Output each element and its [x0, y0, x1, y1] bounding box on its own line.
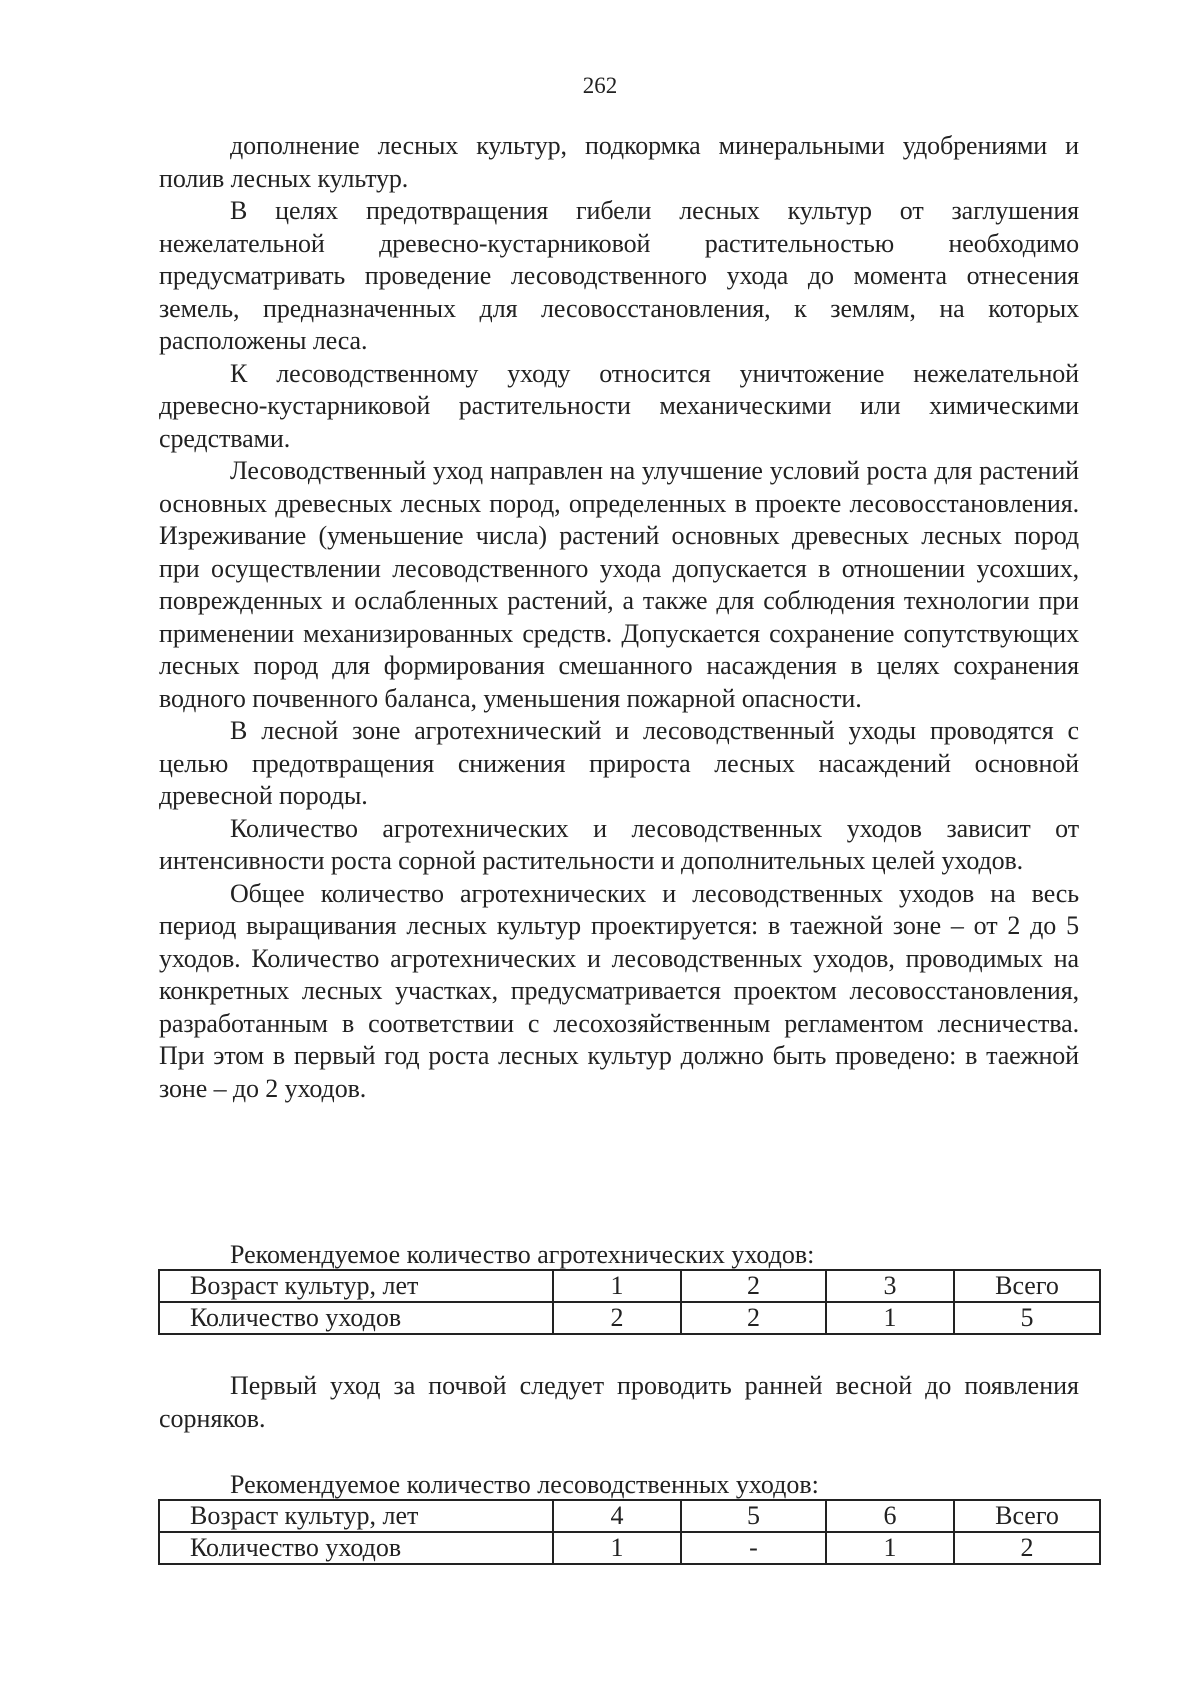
body-text [159, 130, 1079, 1105]
paragraph: В лесной зоне агротехнический и лесоводственный уходы проводятся с целью предотвращения снижения прироста лесных насаждений основной древесной породы. [159, 716, 1079, 810]
table-cell: 5 [954, 1302, 1100, 1334]
table-cell: 1 [553, 1532, 681, 1564]
table-cell: 1 [826, 1532, 954, 1564]
table-cell-label: Количество уходов [159, 1302, 553, 1334]
agro-table-caption: Рекомендуемое количество агротехнических уходов: [230, 1240, 815, 1269]
table-cell-label: Количество уходов [159, 1532, 553, 1564]
table-cell: 3 [826, 1270, 954, 1302]
paragraph: В целях предотвращения гибели лесных культур от заглушения нежелательной древесно-кустарниковой растительностью необходимо предусматривать проведение лесоводственного ухода до момента отнесения земель, предназначенных для лесовосстановления, к землям, на которых расположены леса. [159, 196, 1079, 355]
table-cell: 1 [553, 1270, 681, 1302]
table-cell: Всего [954, 1270, 1100, 1302]
table-row [159, 1302, 1100, 1334]
table-cell: 1 [826, 1302, 954, 1334]
table-cell: 2 [681, 1302, 826, 1334]
table-cell-label: Возраст культур, лет [159, 1500, 553, 1532]
paragraph: Количество агротехнических и лесоводственных уходов зависит от интенсивности роста сорной растительности и дополнительных целей уходов. [159, 813, 1079, 875]
agro-care-table [158, 1269, 1101, 1335]
table-cell: 2 [681, 1270, 826, 1302]
silvi-table-caption: Рекомендуемое количество лесоводственных уходов: [230, 1470, 819, 1499]
table-cell: 6 [826, 1500, 954, 1532]
table-cell: Всего [954, 1500, 1100, 1532]
page-number: 262 [582, 73, 618, 98]
table-cell: - [681, 1532, 826, 1564]
silvi-care-table [158, 1499, 1101, 1565]
table-cell: 5 [681, 1500, 826, 1532]
table-cell: 2 [553, 1302, 681, 1334]
table-row [159, 1532, 1100, 1564]
table-cell: 4 [553, 1500, 681, 1532]
table-cell-label: Возраст культур, лет [159, 1270, 553, 1302]
paragraph: Первый уход за почвой следует проводить ранней весной до появления сорняков. [159, 1371, 1079, 1433]
table-row [159, 1500, 1100, 1532]
table-cell: 2 [954, 1532, 1100, 1564]
table-row [159, 1270, 1100, 1302]
paragraph: Общее количество агротехнических и лесоводственных уходов на весь период выращивания лесных культур проектируется: в таежной зоне – от 2 до 5 уходов. Количество агротехнических и лесоводственных уходов, проводимых на конкретных лесных участках, предусматривается проектом лесовосстановления, разработанным в соответствии с лесохозяйственным регламентом лесничества. При этом в первый год роста лесных культур должно быть проведено: в таежной зоне – до 2 уходов. [159, 878, 1079, 1103]
paragraph: дополнение лесных культур, подкормка минеральными удобрениями и полив лесных культур. [159, 131, 1079, 193]
paragraph: К лесоводственному уходу относится уничтожение нежелательной древесно-кустарниковой растительности механическими или химическими средствами. [159, 358, 1079, 453]
paragraph: Лесоводственный уход направлен на улучшение условий роста для растений основных древесных лесных пород, определенных в проекте лесовосстановления. Изреживание (уменьшение числа) растений основных древесных лесных пород при осуществлении лесоводственного ухода допускается в отношении усохших, поврежденных и ослабленных растений, а также для соблюдения технологии при применении механизированных средств. Допускается сохранение сопутствующих лесных пород для формирования смешанного насаждения в целях сохранения водного почвенного баланса, уменьшения пожарной опасности. [159, 456, 1079, 713]
